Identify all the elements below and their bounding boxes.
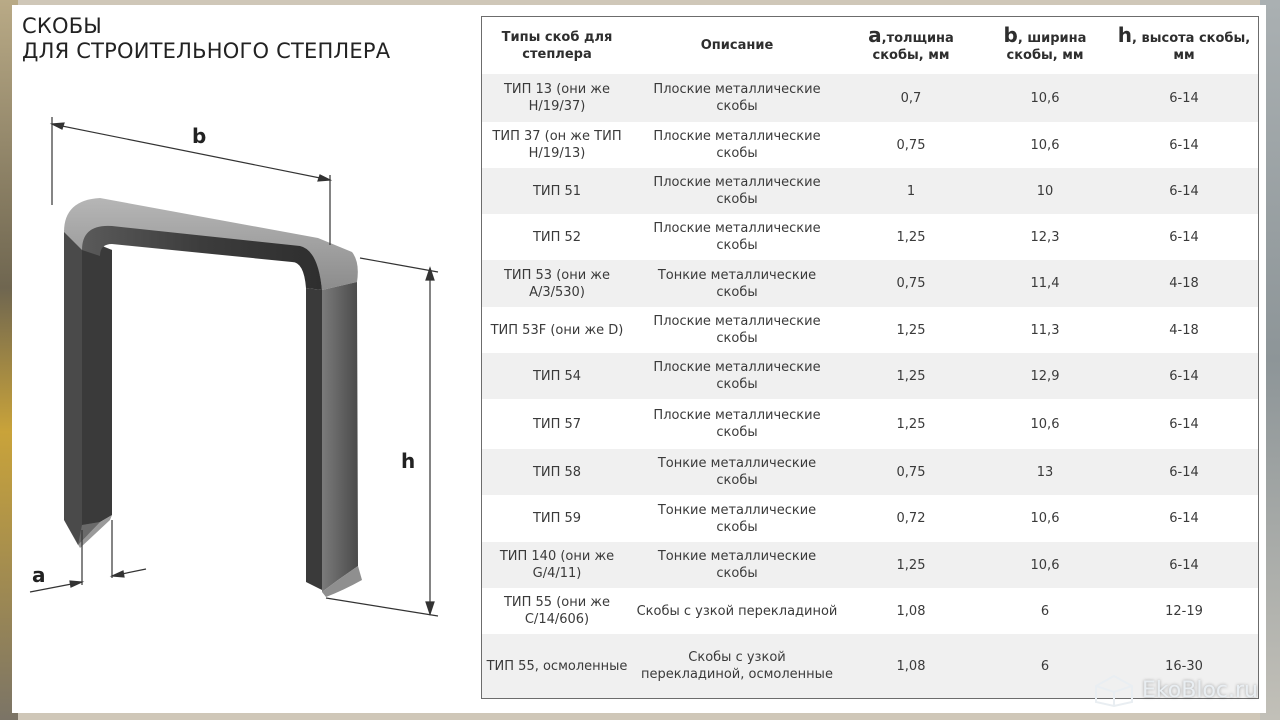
cell-type: ТИП 57 [482,399,632,449]
cell-thickness: 0,75 [842,449,980,495]
cell-type: ТИП 51 [482,168,632,214]
cell-type: ТИП 54 [482,353,632,399]
table-row [482,399,1258,449]
cell-type: ТИП 58 [482,449,632,495]
cell-type: ТИП 37 (он же ТИП H/19/13) [482,122,632,168]
table-row [482,122,1258,168]
cell-description: Тонкие металлические скобы [632,495,842,542]
label-a: a [32,563,46,587]
table-row [482,307,1258,353]
cell-thickness: 1,25 [842,214,980,260]
table-row [482,260,1258,307]
cell-description: Плоские металлические скобы [632,307,842,353]
cell-thickness: 0,72 [842,495,980,542]
cell-height: 6-14 [1110,399,1258,449]
cell-height: 6-14 [1110,495,1258,542]
cell-height: 6-14 [1110,168,1258,214]
cell-type: ТИП 55, осмоленные [482,634,632,698]
cell-height: 16-30 [1110,634,1258,698]
cell-width: 12,9 [980,353,1110,399]
staple-types-table [481,16,1259,699]
cell-description: Плоские металлические скобы [632,214,842,260]
cell-description: Плоские металлические скобы [632,168,842,214]
brick-logo-icon [1092,672,1136,708]
cell-width: 10,6 [980,74,1110,122]
cell-height: 6-14 [1110,542,1258,588]
cell-width: 12,3 [980,214,1110,260]
staple-diagram [0,0,480,720]
cell-description: Тонкие металлические скобы [632,449,842,495]
cell-description: Плоские металлические скобы [632,74,842,122]
cell-width: 11,4 [980,260,1110,307]
cell-description: Плоские металлические скобы [632,399,842,449]
cell-description: Тонкие металлические скобы [632,542,842,588]
table-row [482,353,1258,399]
cell-width: 10,6 [980,495,1110,542]
cell-width: 10 [980,168,1110,214]
cell-type: ТИП 55 (они же C/14/606) [482,588,632,634]
cell-width: 10,6 [980,542,1110,588]
cell-width: 10,6 [980,122,1110,168]
cell-width: 10,6 [980,399,1110,449]
table-row [482,74,1258,122]
cell-height: 4-18 [1110,260,1258,307]
cell-thickness: 1,25 [842,307,980,353]
cell-height: 6-14 [1110,449,1258,495]
cell-width: 11,3 [980,307,1110,353]
title-line-1: СКОБЫ [22,14,103,38]
table-header-row [482,17,1258,74]
cell-thickness: 1 [842,168,980,214]
cell-type: ТИП 53F (они же D) [482,307,632,353]
cell-height: 12-19 [1110,588,1258,634]
header-type: Типы скоб для степлера [501,29,613,62]
cell-thickness: 0,75 [842,260,980,307]
cell-thickness: 0,75 [842,122,980,168]
watermark [1092,672,1258,708]
table-row [482,588,1258,634]
table-row [482,542,1258,588]
header-description: Описание [700,38,774,53]
cell-description: Плоские металлические скобы [632,122,842,168]
cell-height: 6-14 [1110,74,1258,122]
cell-description: Скобы с узкой перекладиной [632,588,842,634]
cell-type: ТИП 13 (они же H/19/37) [482,74,632,122]
header-width: b, ширина скобы, мм [1003,23,1087,63]
label-b: b [192,124,207,148]
cell-thickness: 1,25 [842,353,980,399]
cell-height: 4-18 [1110,307,1258,353]
staple-shape [64,198,362,597]
watermark-text: EkoBloc.ru [1141,677,1258,703]
cell-description: Скобы с узкой перекладиной, осмоленные [632,634,842,698]
cell-type: ТИП 59 [482,495,632,542]
cell-width: 6 [980,634,1110,698]
cell-thickness: 1,08 [842,634,980,698]
cell-type: ТИП 52 [482,214,632,260]
table-row [482,214,1258,260]
cell-height: 6-14 [1110,353,1258,399]
cell-description: Тонкие металлические скобы [632,260,842,307]
table-row [482,495,1258,542]
cell-type: ТИП 53 (они же A/3/530) [482,260,632,307]
cell-thickness: 1,08 [842,588,980,634]
header-thickness: a,толщина скобы, мм [868,23,954,63]
cell-width: 13 [980,449,1110,495]
cell-height: 6-14 [1110,122,1258,168]
cell-type: ТИП 140 (они же G/4/11) [482,542,632,588]
cell-description: Плоские металлические скобы [632,353,842,399]
cell-thickness: 1,25 [842,542,980,588]
title-line-2: ДЛЯ СТРОИТЕЛЬНОГО СТЕПЛЕРА [22,39,391,63]
header-height: h, высота скобы, мм [1117,23,1251,63]
label-h: h [401,449,416,473]
cell-height: 6-14 [1110,214,1258,260]
table-row [482,449,1258,495]
table-row [482,168,1258,214]
cell-thickness: 0,7 [842,74,980,122]
cell-width: 6 [980,588,1110,634]
cell-thickness: 1,25 [842,399,980,449]
